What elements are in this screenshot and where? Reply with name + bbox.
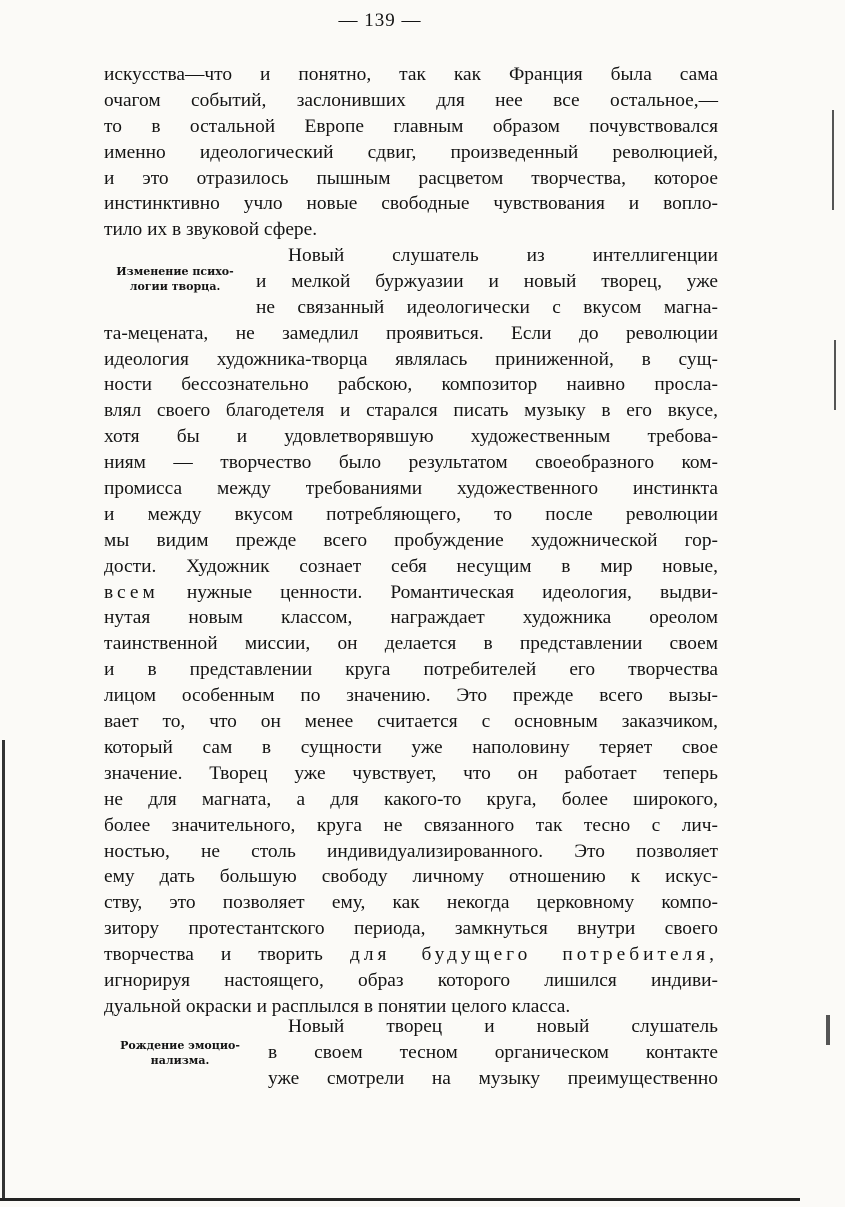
text-line: лицом особенным по значению. Это прежде всего вызы- bbox=[104, 685, 718, 707]
text-line: не для магната, а для какого-то круга, более широкого, bbox=[104, 788, 718, 810]
text-line: зитору протестантского периода, замкнуться внутри своего bbox=[104, 918, 718, 940]
margin-note-line: Рождение эмоцио- bbox=[120, 1039, 240, 1052]
text-line: ностью, не столь индивидуализированного. Это позволяет bbox=[104, 840, 718, 862]
paragraph-3-head bbox=[104, 1014, 718, 1092]
paragraph-2-body bbox=[104, 321, 718, 1020]
text-line: мы видим прежде всего пробуждение художнической гор- bbox=[104, 529, 718, 551]
margin-note-line: нализма. bbox=[150, 1054, 210, 1067]
text-line: и между вкусом потребляющего, то после революции bbox=[104, 503, 718, 525]
text-line: дости. Художник сознает себя несущим в мир новые, bbox=[104, 555, 718, 577]
text-line: нутая новым классом, награждает художника ореолом bbox=[104, 607, 718, 629]
text-line: и мелкой буржуазии и новый творец, уже bbox=[256, 270, 718, 292]
text-line: который сам в сущности уже наполовину теряет свое bbox=[104, 736, 718, 758]
text-fragment: творчества и творить bbox=[104, 944, 323, 966]
text-line: более значительного, круга не связанного так тесно с лич- bbox=[104, 814, 718, 836]
paragraph-2-head bbox=[104, 243, 718, 321]
text-line: именно идеологический сдвиг, произведенный революцией, bbox=[104, 141, 718, 163]
text-line: хотя бы и удовлетворявшую художественным требова- bbox=[104, 426, 718, 448]
text-line: та-мецената, не замедлил проявиться. Если до революции bbox=[104, 322, 718, 344]
scan-mark-right bbox=[826, 1015, 830, 1045]
paragraph-1 bbox=[104, 62, 718, 243]
spaced-word: всем bbox=[104, 581, 159, 603]
text-line: игнорируя настоящего, образ которого лишился индиви- bbox=[104, 969, 718, 991]
text-fragment: нужные ценности. Романтическая идеология, выдви- bbox=[186, 581, 718, 603]
text-line: влял своего благодетеля и старался писать музыку в его вкусе, bbox=[104, 400, 718, 422]
text-line: инстинктивно учло новые свободные чувствования и вопло- bbox=[104, 193, 718, 215]
text-line: и в представлении круга потребителей его творчества bbox=[104, 659, 718, 681]
text-line: ниям — творчество было результатом своеобразного ком- bbox=[104, 452, 718, 474]
spaced-phrase: для будущего потребителя, bbox=[349, 944, 718, 966]
text-line: ности бессознательно рабскою, композитор наивно просла- bbox=[104, 374, 718, 396]
text-line: ему дать большую свободу личному отношению к искус- bbox=[104, 866, 718, 888]
margin-note-line: логии творца. bbox=[129, 280, 221, 293]
text-line: дуальной окраски и расплылся в понятии целого класса. bbox=[104, 995, 571, 1017]
page-number: — 139 — bbox=[338, 10, 422, 31]
scan-mark-right bbox=[834, 340, 836, 410]
text-line bbox=[104, 942, 718, 968]
text-line: промисса между требованиями художественного инстинкта bbox=[104, 478, 718, 500]
text-line: идеология художника-творца являлась приниженной, в сущ- bbox=[104, 348, 718, 370]
text-line: вает то, что он менее считается с основным заказчиком, bbox=[104, 711, 718, 733]
scan-edge-left bbox=[2, 740, 5, 1200]
scan-edge-bottom bbox=[0, 1198, 800, 1201]
text-line: то в остальной Европе главным образом почувствовался bbox=[104, 115, 718, 137]
text-line: тило их в звуковой сфере. bbox=[104, 219, 318, 241]
text-line: и это отразилось пышным расцветом творчества, которое bbox=[104, 167, 718, 189]
text-line: значение. Творец уже чувствует, что он работает теперь bbox=[104, 762, 718, 784]
text-line: не связанный идеологически с вкусом магна- bbox=[256, 296, 718, 318]
text-line: таинственной миссии, он делается в представлении своем bbox=[104, 633, 718, 655]
text-line: Новый творец и новый слушатель bbox=[288, 1016, 718, 1037]
text-line: в своем тесном органическом контакте bbox=[268, 1041, 718, 1063]
margin-note-line: Изменение психо- bbox=[116, 265, 234, 278]
text-line: Новый слушатель из интеллигенции bbox=[288, 245, 718, 266]
text-line: ству, это позволяет ему, как некогда церковному компо- bbox=[104, 892, 718, 914]
text-line: уже смотрели на музыку преимущественно bbox=[268, 1067, 718, 1089]
text-line bbox=[104, 580, 718, 606]
scan-mark-right bbox=[832, 110, 834, 210]
text-line: очагом событий, заслонивших для нее все остальное,— bbox=[104, 89, 718, 111]
text-line: искусства—что и понятно, так как Франция была сама bbox=[104, 64, 718, 85]
